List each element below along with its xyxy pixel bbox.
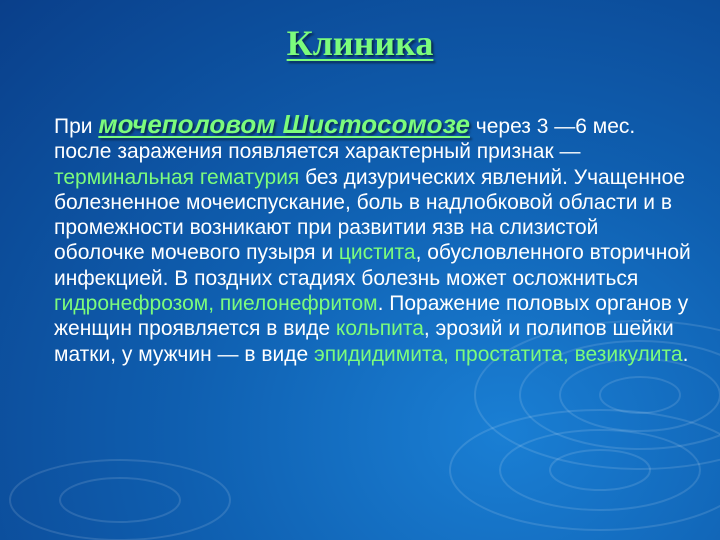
- highlighted-term: терминальная гематурия: [54, 165, 300, 189]
- text-segment: , обусловленного вторичной инфекцией. В поздних стадиях болезнь может осложниться: [54, 241, 691, 290]
- text-segment: .: [682, 342, 689, 366]
- highlighted-term: кольпита: [335, 317, 424, 341]
- text-segment: через 3 —6 мес. после заражения появляется характерный признак —: [54, 115, 636, 164]
- text-segment: При: [54, 115, 99, 138]
- highlighted-term: цистита: [338, 241, 416, 265]
- highlighted-term: мочеполовом Шистосомозе: [98, 109, 470, 139]
- text-segment: . Поражение половых органов у женщин проявляется в виде: [54, 292, 689, 341]
- highlighted-term: эпидидимита, простатита, везикулита: [314, 342, 683, 366]
- text-segment: без дизурических явлений. Учащенное болезненное мочеиспускание, боль в надлобковой области и в промежности возникают при развитии язв на слизистой оболочке мочевого пузыря и: [54, 165, 685, 265]
- slide-body-paragraph: [54, 109, 694, 367]
- slide-title: Клиника: [286, 23, 434, 63]
- text-segment: , эрозий и полипов шейки матки, у мужчин — в виде: [54, 317, 674, 366]
- highlighted-term: гидронефрозом, пиелонефритом: [54, 292, 378, 316]
